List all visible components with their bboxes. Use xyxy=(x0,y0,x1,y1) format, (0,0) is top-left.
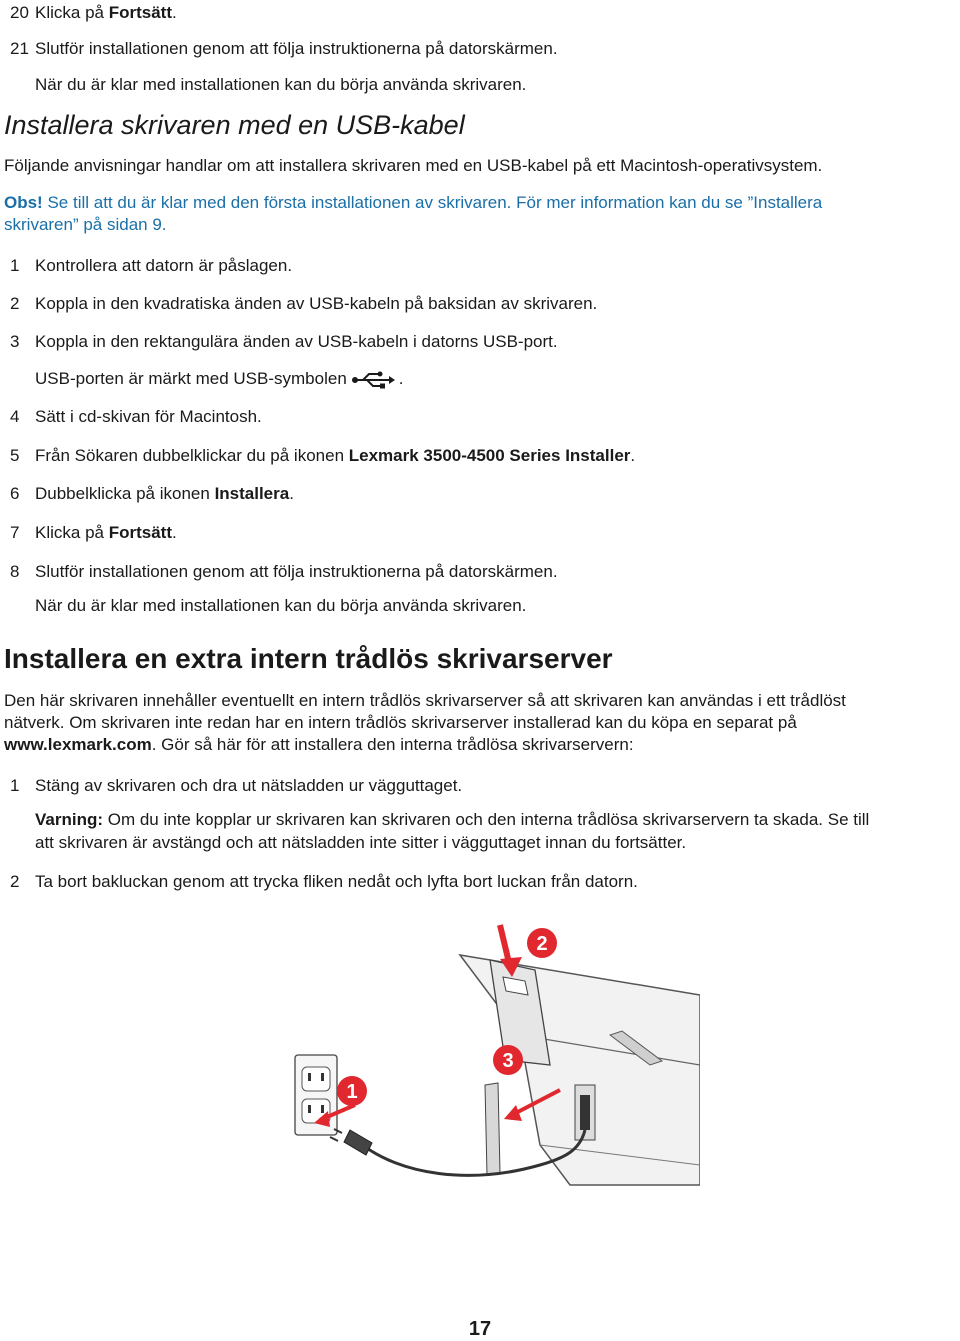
wireless-section-heading: Installera en extra intern trådlös skrivarserver xyxy=(4,643,613,674)
wireless-card xyxy=(485,1083,500,1175)
svg-text:3: 3 xyxy=(502,1050,514,1072)
power-plug xyxy=(344,1130,372,1155)
callout-2 xyxy=(527,928,557,958)
page-number: 17 xyxy=(468,1318,492,1340)
callout-1 xyxy=(337,1076,367,1106)
svg-text:2: 2 xyxy=(536,933,548,955)
usb-intro: Följande anvisningar handlar om att installera skrivaren med en USB-kabel på ett Macintosh-operativsystem. xyxy=(4,156,823,175)
svg-text:1: 1 xyxy=(346,1081,358,1103)
wireless-intro: Den här skrivaren innehåller eventuellt en intern trådlös skrivarserver så att skrivaren kan användas i ett trådlöst nätverk. Om skrivaren inte redan har en intern trådlös skrivarserver installerad kan du köpa en separat på www.lexmark.com. Gör så här för att installera den interna trådlösa skrivarservern: xyxy=(4,691,846,754)
manual-page: 20 Klicka på Fortsätt. 21 Slutför installationen genom att följa instruktionerna på datorskärmen. När du är klar med installationen kan du börja använda skrivaren. Installera skrivaren med en USB-kabel Följande anvisningar handlar om att installera skrivaren med en USB-kabel på ett Macintosh-operativsystem. Obs! Se till att du är klar med den första installationen av skrivaren. För mer information kan du se ”Installera skrivaren” på sidan 9. 1 Kontrollera att datorn är påslagen. 2 Koppla in den kvadratiska änden av USB-kabeln på baksidan av skrivaren. 3 Koppla in den rektangulära änden av USB-kabeln i datorns USB-port. USB-porten är märkt med USB-symbolen . 4 Sätt i cd-skivan för Macintosh. 5 Från Sökaren dubbelklickar du på ikonen Lexmark 3500-4500 Series Installer. 6 Dubbelklicka på ikonen Installera. 7 Klicka på Fortsätt. 8 Slutför installationen genom att följa instruktionerna på datorskärmen. När du är klar med installationen kan du börja använda skrivaren. Installera en extra intern trådlös skrivarserver Den här skrivaren innehåller eventuellt en intern trådlös skrivarserver så att skrivaren kan användas i ett trådlöst nätverk. Om skrivaren inte redan har en intern trådlös skrivarserver installerad kan du köpa en separat på www.lexmark.com. Gör så här för att installera den interna trådlösa skrivarservern: 1 Stäng av skrivaren och dra ut nätsladden ur vägguttaget. Varning: Om du inte kopplar ur skrivaren kan skrivaren och den interna trådlösa skrivarservern ta skada. Se till att skrivaren är avstängd och att nätsladden inte sitter i vägguttaget innan du fortsätter. 2 Ta bort bakluckan genom att trycka fliken nedåt och lyfta bort luckan från datorn. 1 2 3 17 xyxy=(0,0,960,1340)
lexmark-link[interactable]: www.lexmark.com xyxy=(4,735,152,754)
usb-section-heading: Installera skrivaren med en USB-kabel xyxy=(4,110,465,140)
callout-3 xyxy=(493,1045,523,1075)
usb-icon xyxy=(351,371,395,389)
printer-illustration xyxy=(290,915,700,1195)
obs-note: Obs! Se till att du är klar med den första installationen av skrivaren. För mer information kan du se ”Installera skrivaren” på sidan 9. xyxy=(4,193,823,234)
